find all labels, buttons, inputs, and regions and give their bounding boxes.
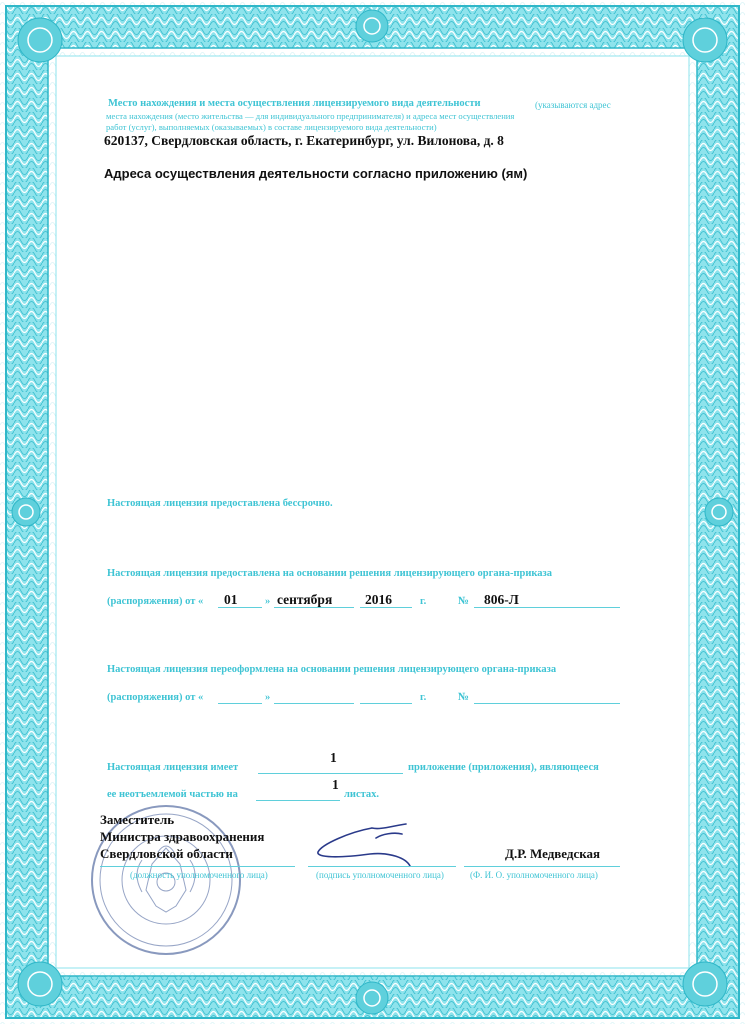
appendix-count: 1 [330,750,337,765]
header-note-3: работ (услуг), выполняемых (оказываемых) в составе лицензируемого вида деятельности) [106,122,437,132]
basis-day: 01 [224,592,238,607]
reissue-year-line [360,703,412,704]
header-note-2: места нахождения (место жительства — для индивидуального предпринимателя) и адреса мест осуществления [106,111,515,121]
basis-month: сентября [277,592,333,607]
reissue-line: Настоящая лицензия переоформлена на основании решения лицензирующего органа-приказа [107,664,557,675]
appendix-line2-suffix: листах. [344,789,380,800]
reissue-quote-close: » [265,692,271,703]
header-note-1: (указываются адрес [535,100,611,110]
basis-year: 2016 [365,592,392,607]
caption-name: (Ф. И. О. уполномоченного лица) [470,870,598,880]
appendix-line2-prefix: ее неотъемлемой частью на [107,789,238,800]
basis-quote-close: » [265,596,271,607]
basis-number-label: № [458,595,470,607]
position-line [100,866,295,867]
caption-position: (должность уполномоченного лица) [130,870,268,880]
reissue-number-label: № [458,691,470,703]
appendix-line1-prefix: Настоящая лицензия имеет [107,762,239,773]
basis-number: 806-Л [484,592,519,607]
signatory-title-3: Свердловской области [100,846,233,861]
addresses-note: Адреса осуществления деятельности согласно приложению (ям) [104,166,528,181]
reissue-day-line [218,703,262,704]
name-line [464,866,620,867]
header-title: Место нахождения и места осуществления лицензируемого вида деятельности [108,98,481,109]
appendix-sheets: 1 [332,777,339,792]
basis-prefix: (распоряжения) от « [107,596,204,607]
signatory-title-1: Заместитель [100,812,175,827]
caption-signature: (подпись уполномоченного лица) [316,870,444,880]
reissue-number-line [474,703,620,704]
signature-line [308,866,456,867]
basis-year-suffix: г. [420,596,427,607]
reissue-month-line [274,703,354,704]
reissue-prefix: (распоряжения) от « [107,692,204,703]
basis-line: Настоящая лицензия предоставлена на основании решения лицензирующего органа-приказа [107,568,553,579]
signatory-name: Д.Р. Медведская [505,846,601,861]
appendix-sheets-line [256,800,340,801]
handwritten-signature [310,822,420,868]
license-address: 620137, Свердловская область, г. Екатеринбург, ул. Вилонова, д. 8 [104,133,504,148]
license-term: Настоящая лицензия предоставлена бессрочно. [107,498,333,509]
reissue-year-suffix: г. [420,692,427,703]
signatory-title-2: Министра здравоохранения [100,829,265,844]
appendix-count-line [258,773,403,774]
appendix-line1-suffix: приложение (приложения), являющееся [408,762,599,773]
